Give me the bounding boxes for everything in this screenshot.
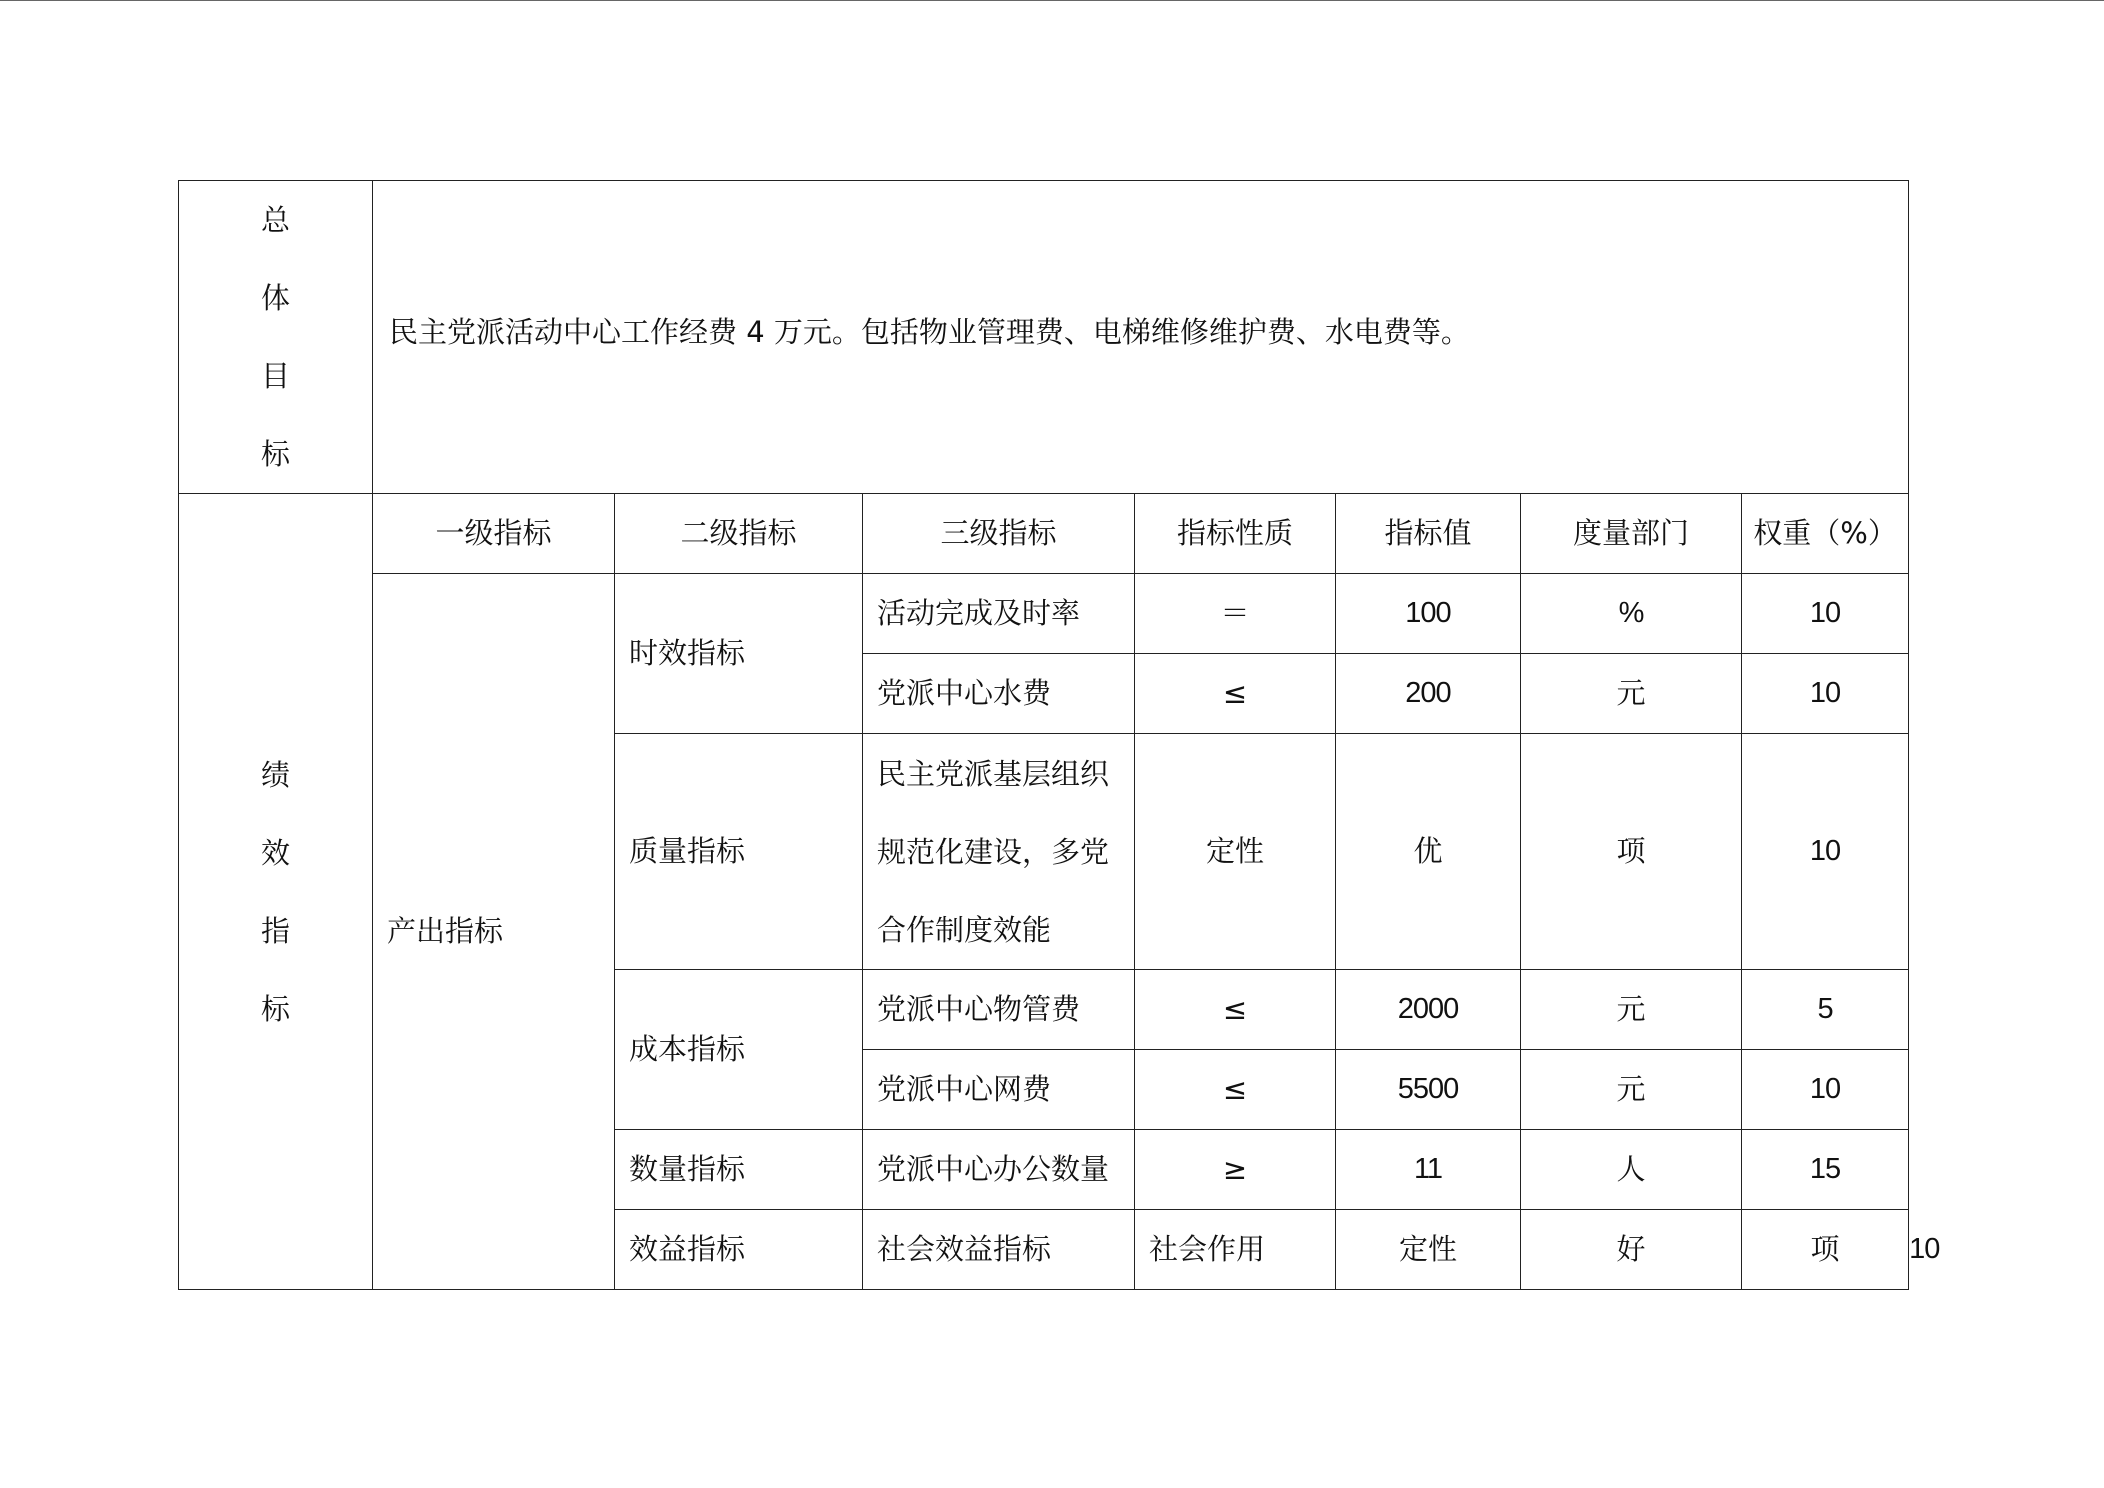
unit-cell: 项 (1521, 734, 1742, 970)
level3-line: 规范化建设，多党 (877, 834, 1110, 869)
level3-cell: 党派中心办公数量 (863, 1130, 1135, 1210)
unit-cell: 元 (1521, 654, 1742, 734)
indicators-label-char: 效 (260, 835, 290, 870)
level2-quality-cell: 质量指标 (615, 734, 863, 970)
header-weight: 权重（%） (1742, 494, 1909, 574)
nature-cell: ≤ (1135, 654, 1336, 734)
page-top-rule (0, 0, 2104, 1)
unit-cell: 元 (1521, 970, 1742, 1050)
indicators-label-char: 标 (260, 991, 290, 1026)
level3-cell: 社会作用 (1135, 1210, 1336, 1290)
level3-cell: 党派中心物管费 (863, 970, 1135, 1050)
header-level2: 二级指标 (615, 494, 863, 574)
goal-label-char: 体 (260, 281, 290, 315)
nature-cell: 定性 (1336, 1210, 1521, 1290)
level3-cell-multiline (863, 734, 1135, 970)
goal-text: 民主党派活动中心工作经费 4 万元。包括物业管理费、电梯维修维护费、水电费等。 (373, 181, 1909, 494)
goal-label-char: 总 (260, 203, 290, 237)
weight-cell: 5 (1742, 970, 1909, 1050)
unit-cell: 项 (1742, 1210, 1909, 1290)
indicators-label-char: 绩 (260, 757, 290, 792)
indicators-label-char: 指 (260, 913, 290, 948)
goal-row (179, 181, 1909, 494)
unit-cell: 元 (1521, 1050, 1742, 1130)
unit-cell: % (1521, 574, 1742, 654)
level3-cell: 党派中心水费 (863, 654, 1135, 734)
table-row: 效益指标 社会效益指标 社会作用 定性 好 项 10 (179, 1210, 1909, 1290)
level2-social-benefit-cell: 社会效益指标 (863, 1210, 1135, 1290)
level1-benefit-cell: 效益指标 (615, 1210, 863, 1290)
goal-label-char: 目 (260, 359, 290, 393)
value-cell: 2000 (1336, 970, 1521, 1050)
value-cell: 100 (1336, 574, 1521, 654)
value-cell: 200 (1336, 654, 1521, 734)
header-value: 指标值 (1336, 494, 1521, 574)
unit-cell: 人 (1521, 1130, 1742, 1210)
level1-output-cell: 产出指标 (373, 574, 615, 1290)
weight-cell: 10 (1742, 734, 1909, 970)
goal-label-char: 标 (260, 437, 290, 471)
weight-cell: 10 (1742, 654, 1909, 734)
value-cell: 好 (1521, 1210, 1742, 1290)
header-row (179, 494, 1909, 574)
nature-cell: ≤ (1135, 1050, 1336, 1130)
level2-cost-cell: 成本指标 (615, 970, 863, 1130)
level3-line: 合作制度效能 (877, 912, 1052, 947)
weight-cell: 10 (1742, 574, 1909, 654)
goal-label-cell (179, 181, 373, 494)
nature-cell: ≤ (1135, 970, 1336, 1050)
header-unit: 度量部门 (1521, 494, 1742, 574)
indicators-label-cell (179, 494, 373, 1290)
nature-cell: ≥ (1135, 1130, 1336, 1210)
value-cell: 5500 (1336, 1050, 1521, 1130)
header-level3: 三级指标 (863, 494, 1135, 574)
value-cell: 11 (1336, 1130, 1521, 1210)
header-level1: 一级指标 (373, 494, 615, 574)
weight-cell: 15 (1742, 1130, 1909, 1210)
table-row (179, 574, 1909, 654)
level3-cell: 党派中心网费 (863, 1050, 1135, 1130)
weight-cell: 10 (1742, 1050, 1909, 1130)
nature-cell: 定性 (1135, 734, 1336, 970)
header-nature: 指标性质 (1135, 494, 1336, 574)
performance-target-table (178, 180, 1940, 1290)
level2-timeliness-cell: 时效指标 (615, 574, 863, 734)
nature-cell: ＝ (1135, 574, 1336, 654)
level3-line: 民主党派基层组织 (877, 756, 1110, 791)
level3-cell: 活动完成及时率 (863, 574, 1135, 654)
level2-quantity-cell: 数量指标 (615, 1130, 863, 1210)
value-cell: 优 (1336, 734, 1521, 970)
